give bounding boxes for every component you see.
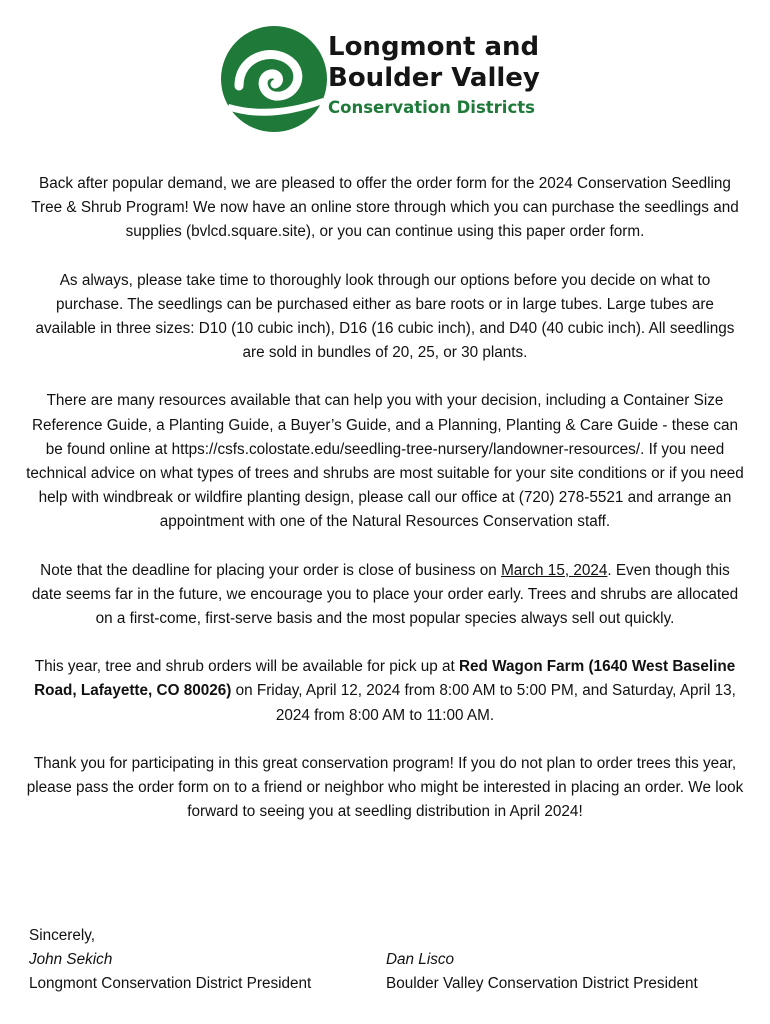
paragraph-deadline [26,559,744,632]
paragraph-resources: There are many resources available that can help you with your decision, including a Container Size Reference Guide, a Planting Guide, a Buyer’s Guide, and a Planning, Planting & Care Guide - these can be found online at https://csfs.colostate.edu/seedling-tree-nursery/landowner-resources/. If you need technical advice on what types of trees and shrubs are most suitable for your site conditions or if you need help with windbreak or wildfire planting design, please call our office at (720) 278-5521 and arrange an appointment with one of the Natural Resources Conservation staff. [26,392,744,531]
salutation: Sincerely, [29,927,96,944]
paragraph-thanks: Thank you for participating in this great conservation program! If you do not plan to order trees this year, please pass the order form on to a friend or neighbor who might be interested in placing an order. We look forward to seeing you at seedling distribution in April 2024! [26,754,744,821]
paragraph-options: As always, please take time to thoroughly look through our options before you decide on what to purchase. The seedlings can be purchased either as bare roots or in large tubes. Large tubes are available in three sizes: D10 (10 cubic inch), D16 (16 cubic inch), and D40 (40 cubic inch). All seedlings are sold in bundles of 20, 25, or 30 plants. [35,271,735,362]
paragraph-intro: Back after popular demand, we are pleased to offer the order form for the 2024 Conservation Seedling Tree & Shrub Program! We now have an online store through which you can purchase the seedlings and supplies (bvlcd.square.site), or you can continue using this paper order form. [31,175,739,241]
pickup-location: Red Wagon Farm (1640 West Baseline Road, Lafayette, CO 80026) [34,658,736,700]
deadline-date: March 15, 2024 [501,561,608,579]
logo-line-1: Longmont and [328,32,540,62]
logo-line-2: Boulder Valley [328,63,540,93]
pickup-text-after: on Friday, April 12, 2024 from 8:00 AM to 5:00 PM, and Saturday, April 13, 2024 from 8:00 AM to 11:00 AM. [231,682,736,724]
letter-closing [29,924,749,997]
logo-line-3: Conservation Districts [328,98,535,117]
logo-wordmark [328,32,540,120]
pickup-text-before: This year, tree and shrub orders will be available for pick up at [34,658,459,676]
signer-2-title: Boulder Valley Conservation District President [386,975,698,993]
signer-1-title: Longmont Conservation District President [29,975,312,993]
signer-2-name: Dan Lisco [386,951,455,969]
signer-1-name: John Sekich [29,951,113,969]
paragraph-pickup [26,655,744,728]
deadline-text-before: Note that the deadline for placing your order is close of business on [40,561,502,579]
letter-body [26,172,744,848]
deadline-text-after: . Even though this date seems far in the future, we encourage you to place your order early. Trees and shrubs are allocated on a first-come, first-serve basis and the most popular species always sell out quickly. [31,561,739,628]
letterhead [0,18,770,140]
spiral-leaf-logo-icon [219,24,329,134]
